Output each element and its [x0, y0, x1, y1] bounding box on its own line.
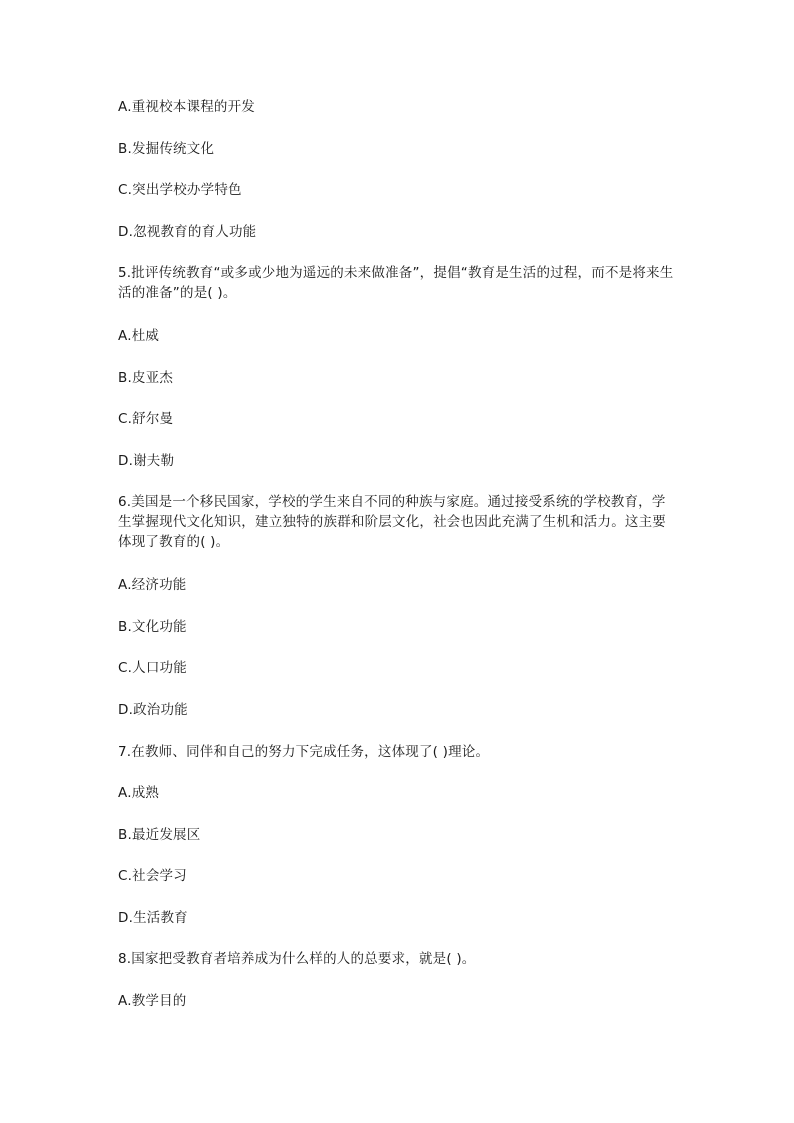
option-a-q5: A.杜威	[118, 328, 160, 344]
option-a-q7: A.成熟	[118, 785, 160, 801]
question-6: 6.美国是一个移民国家，学校的学生来自不同的种族与家庭。通过接受系统的学校教育，学生掌握现代文化知识，建立独特的族群和阶层文化，社会也因此充满了生机和活力。这主要体现了教育的( )。	[118, 494, 666, 550]
option-c-q6: C.人口功能	[118, 660, 187, 676]
question-8: 8.国家把受教育者培养成为什么样的人的总要求，就是( )。	[118, 951, 476, 967]
option-b-q7: B.最近发展区	[118, 827, 201, 843]
option-c-q7: C.社会学习	[118, 868, 187, 884]
option-d-q6: D.政治功能	[118, 702, 188, 718]
question-7: 7.在教师、同伴和自己的努力下完成任务，这体现了( )理论。	[118, 744, 490, 760]
option-d-q5: D.谢夫勒	[118, 453, 175, 469]
option-a-q4: A.重视校本课程的开发	[118, 99, 255, 115]
option-c-q5: C.舒尔曼	[118, 411, 174, 427]
option-d-q7: D.生活教育	[118, 910, 188, 926]
option-a-q8: A.教学目的	[118, 993, 187, 1009]
option-c-q4: C.突出学校办学特色	[118, 182, 242, 198]
option-b-q4: B.发掘传统文化	[118, 141, 215, 157]
option-b-q6: B.文化功能	[118, 619, 187, 635]
option-b-q5: B.皮亚杰	[118, 370, 174, 386]
option-a-q6: A.经济功能	[118, 577, 187, 593]
question-5: 5.批评传统教育“或多或少地为遥远的未来做准备”，提倡“教育是生活的过程，而不是将来生活的准备”的是( )。	[118, 265, 674, 301]
option-d-q4: D.忽视教育的育人功能	[118, 224, 257, 240]
